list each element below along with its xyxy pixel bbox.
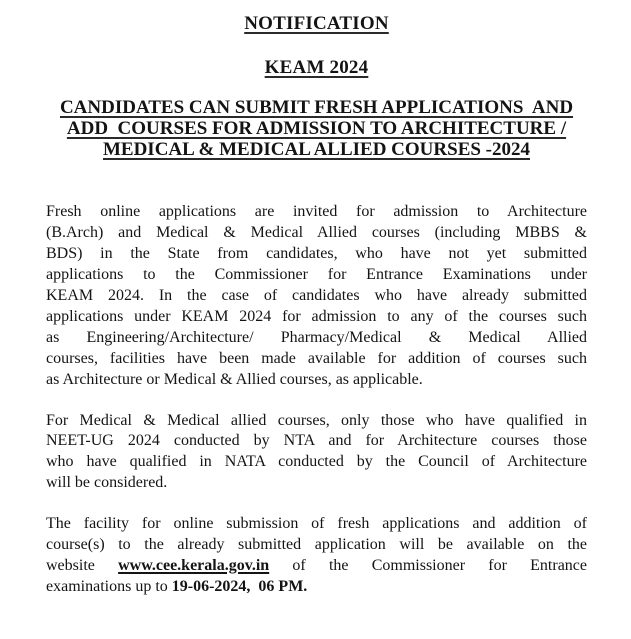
body-line: will be considered.	[46, 474, 168, 492]
body-line: The facility for online submission of fresh applications and addition of	[46, 515, 587, 533]
body-line: Fresh online applications are invited for admission to Architecture	[46, 203, 587, 221]
body-line: courses, facilities have been made available for addition of courses such	[46, 349, 587, 367]
body-line: as Architecture or Medical & Allied courses, as applicable.	[46, 370, 423, 388]
website-label: website	[46, 556, 95, 574]
doc-subtitle: KEAM 2024	[264, 57, 369, 78]
body-line: (B.Arch) and Medical & Medical Allied courses (including MBBS &	[46, 224, 587, 242]
body-line: course(s) to the already submitted application will be available on the	[46, 536, 587, 554]
heading-line-3: MEDICAL & MEDICAL ALLIED COURSES -2024	[102, 138, 531, 160]
body-line: as Engineering/Architecture/ Pharmacy/Medical & Medical Allied	[46, 328, 587, 346]
body-line: BDS) in the State from candidates, who have not yet submitted	[46, 245, 587, 263]
deadline-label: examinations up to	[46, 577, 168, 595]
website-link[interactable]: www.cee.kerala.gov.in	[118, 556, 270, 574]
notification-document	[0, 14, 631, 639]
paragraph-2	[46, 411, 587, 495]
body-line: KEAM 2024. In the case of candidates who have already submitted	[46, 287, 587, 305]
deadline-value: 19-06-2024, 06 PM.	[171, 577, 308, 595]
doc-heading	[46, 98, 587, 160]
body-line: applications to the Commissioner for Entrance Examinations under	[46, 266, 587, 284]
body-line: For Medical & Medical allied courses, only those who have qualified in	[46, 411, 587, 429]
body-line-with-link	[46, 556, 587, 577]
paragraph-3	[46, 514, 587, 598]
deadline-line	[46, 577, 587, 598]
body-line: applications under KEAM 2024 for admission to any of the courses such	[46, 307, 587, 325]
heading-line-1: CANDIDATES CAN SUBMIT FRESH APPLICATIONS AND	[59, 97, 574, 118]
body-line-suffix: of the Commissioner for Entrance	[292, 556, 587, 574]
body-line: who have qualified in NATA conducted by the Council of Architecture	[46, 453, 587, 471]
body-line: NEET-UG 2024 conducted by NTA and for Architecture courses those	[46, 432, 587, 450]
paragraph-1	[46, 202, 587, 390]
doc-title: NOTIFICATION	[244, 13, 389, 34]
heading-line-2: ADD COURSES FOR ADMISSION TO ARCHITECTURE /	[66, 117, 567, 139]
